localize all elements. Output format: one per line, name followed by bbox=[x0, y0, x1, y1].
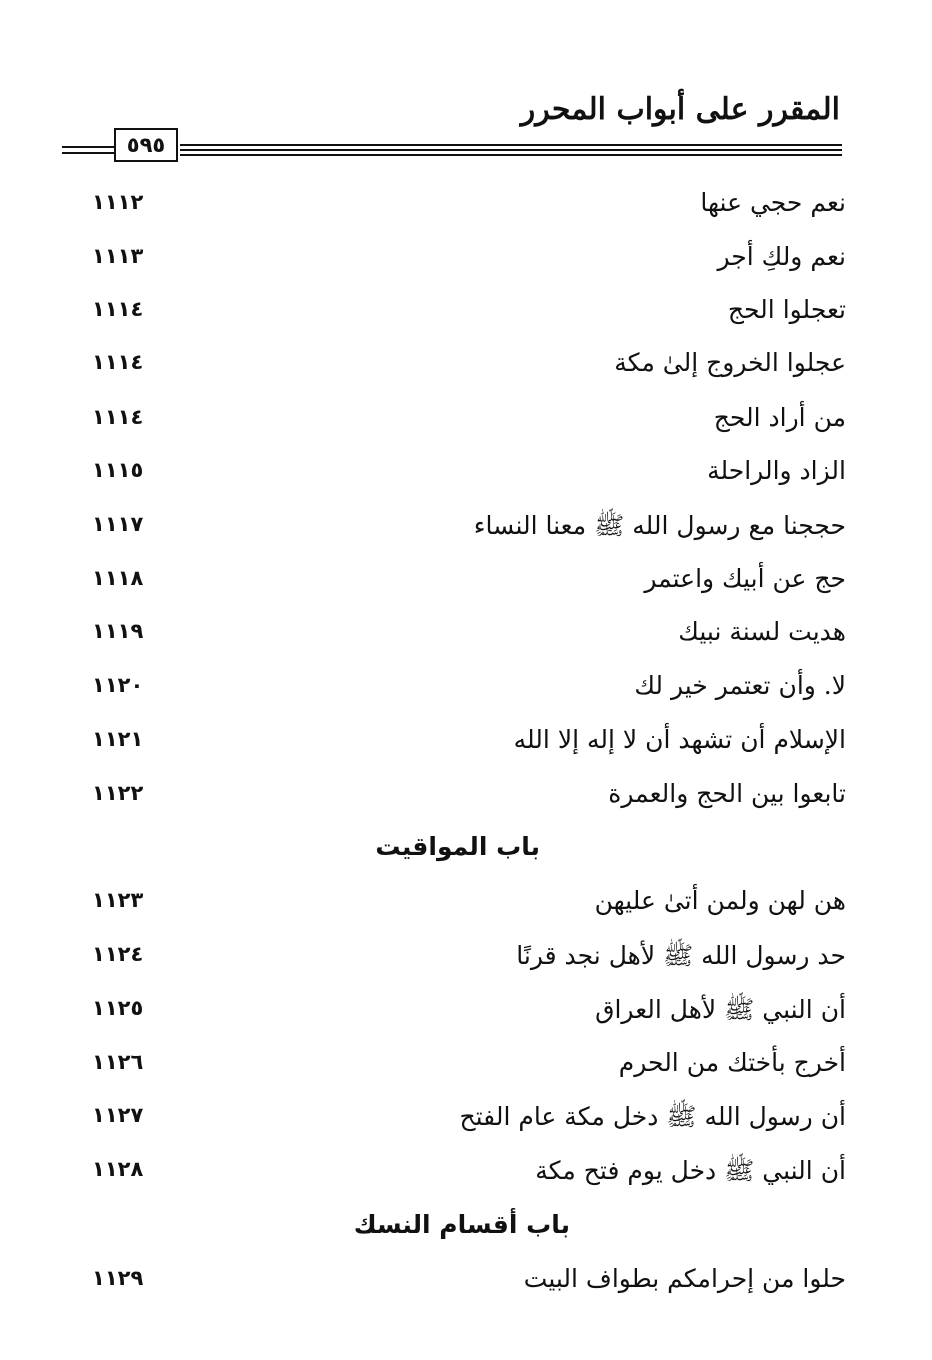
running-title: المقرر على أبواب المحرر bbox=[520, 92, 840, 127]
entry-page: ١١٢٣ bbox=[92, 888, 144, 912]
entry-page: ١١٢٧ bbox=[92, 1103, 144, 1127]
header-rule bbox=[180, 149, 842, 151]
entry-text: تعجلوا الحج bbox=[727, 295, 846, 324]
entry-page: ١١١٤ bbox=[92, 297, 144, 321]
index-entry bbox=[80, 1048, 846, 1088]
entry-page: ١١١٢ bbox=[92, 190, 144, 214]
index-entry bbox=[80, 671, 846, 711]
entry-text: أن النبي ﷺ لأهل العراق bbox=[595, 995, 846, 1024]
index-entry bbox=[80, 456, 846, 496]
entry-page: ١١١٥ bbox=[92, 458, 144, 482]
header-rule bbox=[62, 146, 114, 148]
entry-text: تابعوا بين الحج والعمرة bbox=[608, 779, 846, 808]
header-rule bbox=[180, 144, 842, 146]
index-entry bbox=[80, 617, 846, 657]
entry-text: حج عن أبيك واعتمر bbox=[644, 564, 846, 593]
entry-text: حلوا من إحرامكم بطواف البيت bbox=[523, 1264, 846, 1293]
entry-text: حججنا مع رسول الله ﷺ معنا النساء bbox=[473, 511, 846, 540]
index-entry bbox=[80, 510, 846, 550]
header-rule bbox=[62, 152, 114, 154]
entry-page: ١١٢٦ bbox=[92, 1050, 144, 1074]
entry-page: ١١١٣ bbox=[92, 244, 144, 268]
index-entry bbox=[80, 779, 846, 819]
entry-text: أن النبي ﷺ دخل يوم فتح مكة bbox=[535, 1156, 846, 1185]
entry-page: ١١١٨ bbox=[92, 566, 144, 590]
entry-text: نعم حجي عنها bbox=[700, 188, 846, 217]
entry-text: هن لهن ولمن أتىٰ عليهن bbox=[594, 886, 846, 915]
entry-page: ١١٢٥ bbox=[92, 996, 144, 1020]
entry-page: ١١٢٤ bbox=[92, 942, 144, 966]
entry-page: ١١٢١ bbox=[92, 727, 144, 751]
entry-text: هديت لسنة نبيك bbox=[678, 617, 846, 646]
entry-page: ١١٢٩ bbox=[92, 1266, 144, 1290]
entry-page: ١١٢٠ bbox=[92, 673, 144, 697]
index-entry bbox=[80, 1101, 846, 1141]
index-entry bbox=[80, 940, 846, 980]
entry-page: ١١٢٢ bbox=[92, 781, 144, 805]
entry-page: ١١١٩ bbox=[92, 619, 144, 643]
entry-text: عجلوا الخروج إلىٰ مكة bbox=[614, 348, 846, 377]
header-rule bbox=[180, 154, 842, 156]
entry-text: حد رسول الله ﷺ لأهل نجد قرنًا bbox=[516, 941, 846, 970]
entry-page: ١١١٤ bbox=[92, 350, 144, 374]
entry-text: من أراد الحج bbox=[713, 403, 846, 432]
entry-text: الزاد والراحلة bbox=[707, 456, 846, 485]
entry-text: الإسلام أن تشهد أن لا إله إلا الله bbox=[513, 725, 846, 754]
entry-text: لا. وأن تعتمر خير لك bbox=[634, 671, 846, 700]
index-entry bbox=[80, 403, 846, 443]
section-heading-nusuk: باب أقسام النسك bbox=[353, 1210, 570, 1239]
index-entry bbox=[80, 725, 846, 765]
entry-text: أخرج بأختك من الحرم bbox=[618, 1048, 846, 1077]
index-entry bbox=[80, 994, 846, 1034]
entry-page: ١١٢٨ bbox=[92, 1157, 144, 1181]
index-entry bbox=[80, 188, 846, 228]
entry-text: أن رسول الله ﷺ دخل مكة عام الفتح bbox=[459, 1102, 846, 1131]
index-entry bbox=[80, 295, 846, 335]
entry-page: ١١١٧ bbox=[92, 512, 144, 536]
section-heading-mawaqit: باب المواقيت bbox=[375, 832, 540, 861]
index-entry bbox=[80, 242, 846, 282]
index-entry bbox=[80, 1155, 846, 1195]
index-entry bbox=[80, 1264, 846, 1304]
entry-page: ١١١٤ bbox=[92, 405, 144, 429]
entry-text: نعم ولكِ أجر bbox=[717, 242, 846, 271]
index-entry bbox=[80, 886, 846, 926]
page-number: ٥٩٥ bbox=[114, 128, 178, 162]
index-entry bbox=[80, 348, 846, 388]
index-entry bbox=[80, 564, 846, 604]
